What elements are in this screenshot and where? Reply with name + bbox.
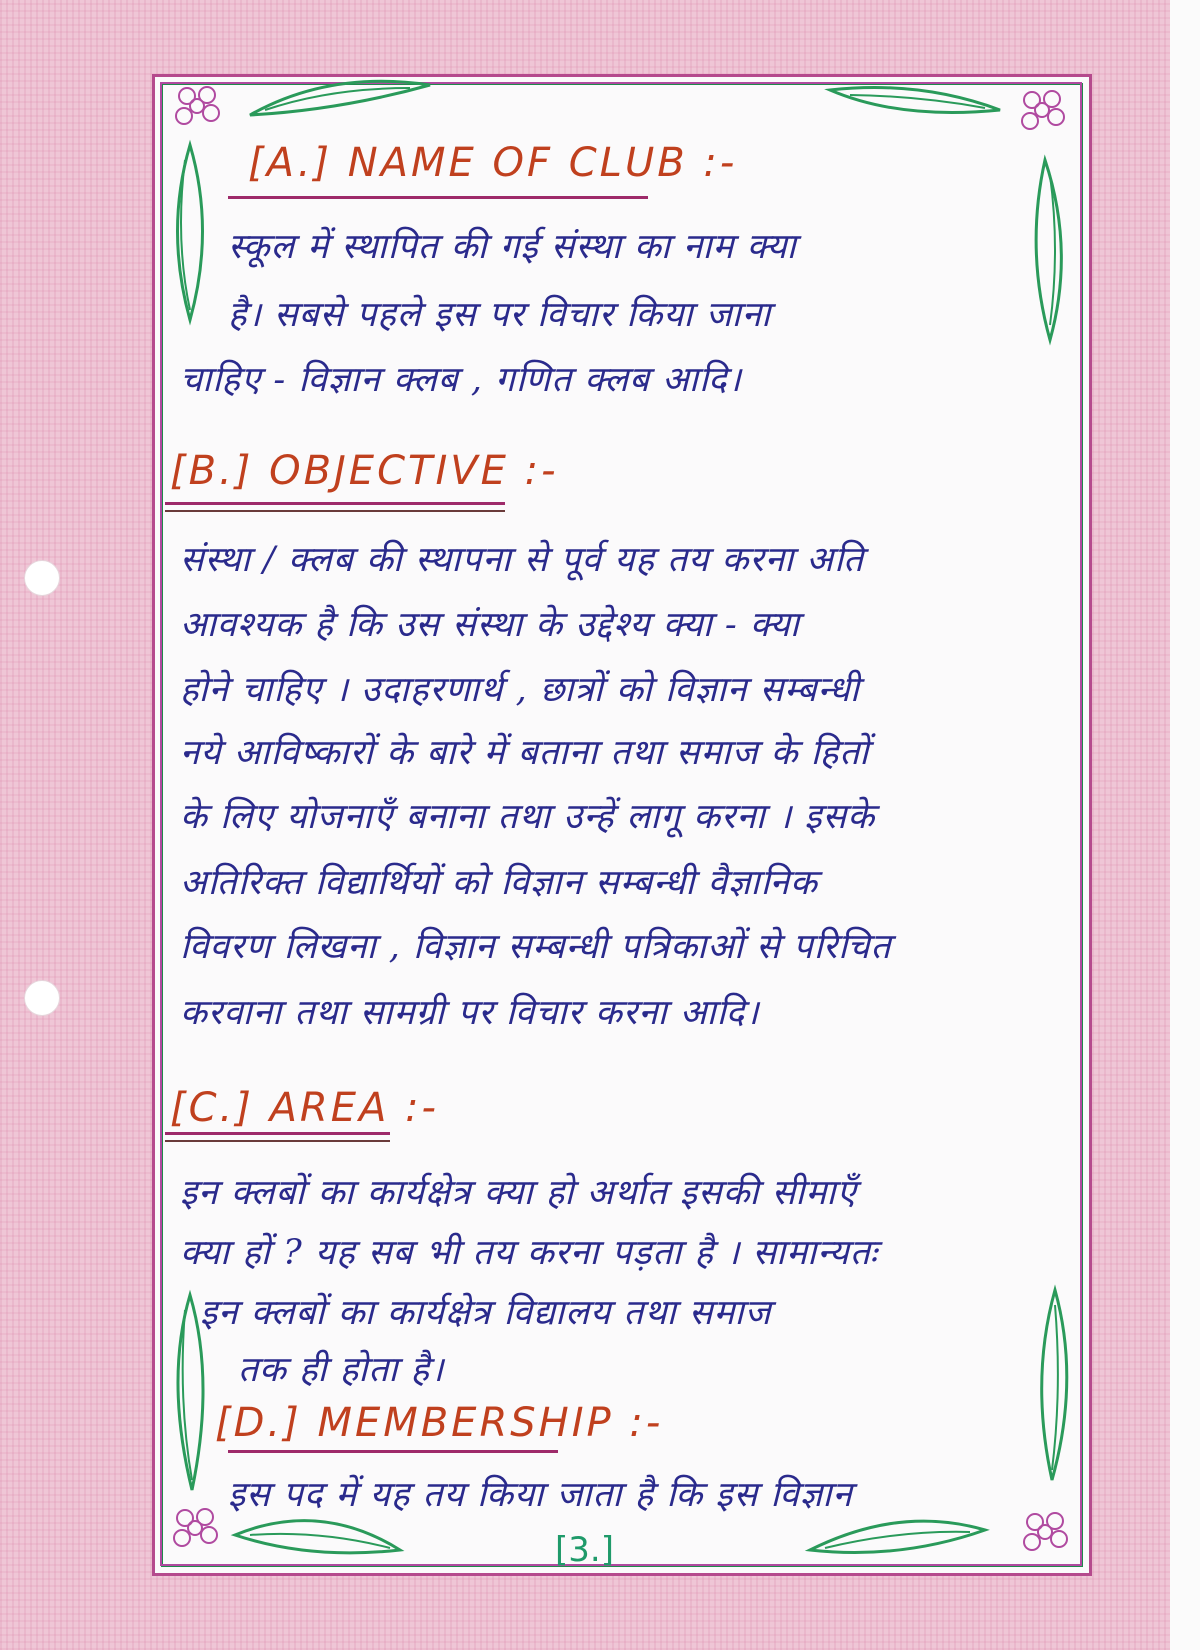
punch-hole-bottom — [24, 980, 60, 1016]
heading-underline — [228, 1450, 558, 1453]
text-line: तक ही होता है। — [238, 1350, 445, 1390]
text-line: है। सबसे पहले इस पर विचार किया जाना — [228, 295, 772, 335]
punch-hole-top — [24, 560, 60, 596]
text-line: संस्था / क्लब की स्थापना से पूर्व यह तय करना अति — [180, 540, 865, 580]
text-line: चाहिए - विज्ञान क्लब , गणित क्लब आदि। — [180, 360, 742, 400]
text-line: करवाना तथा सामग्री पर विचार करना आदि। — [180, 993, 760, 1033]
text-line: विवरण लिखना , विज्ञान सम्बन्धी पत्रिकाओं से परिचित — [180, 927, 892, 967]
heading-underline — [165, 502, 505, 505]
page-number: [3.] — [555, 1530, 614, 1570]
text-line: इस पद में यह तय किया जाता है कि इस विज्ञान — [228, 1475, 853, 1515]
heading-underline — [228, 196, 648, 199]
heading-area: [C.] AREA :- — [170, 1085, 439, 1131]
text-line: इन क्लबों का कार्यक्षेत्र क्या हो अर्थात इसकी सीमाएँ — [180, 1173, 857, 1213]
heading-objective: [B.] OBJECTIVE :- — [170, 448, 559, 494]
text-line: नये आविष्कारों के बारे में बताना तथा समाज के हितों — [180, 733, 870, 773]
text-line: इन क्लबों का कार्यक्षेत्र विद्यालय तथा समाज — [200, 1293, 772, 1333]
text-line: क्या हों ? यह सब भी तय करना पड़ता है । सामान्यतः — [180, 1233, 878, 1273]
text-line: के लिए योजनाएँ बनाना तथा उन्हें लागू करना । इसके — [180, 797, 876, 837]
text-line: अतिरिक्त विद्यार्थियों को विज्ञान सम्बन्धी वैज्ञानिक — [180, 863, 818, 903]
text-line: आवश्यक है कि उस संस्था के उद्देश्य क्या - क्या — [180, 605, 800, 645]
heading-underline — [165, 510, 505, 512]
heading-underline — [165, 1140, 390, 1142]
scan-margin — [1170, 0, 1200, 1650]
text-line: होने चाहिए । उदाहरणार्थ , छात्रों को विज्ञान सम्बन्धी — [180, 670, 860, 710]
heading-underline — [165, 1132, 390, 1135]
heading-membership: [D.] MEMBERSHIP :- — [215, 1400, 664, 1446]
heading-name-of-club: [A.] NAME OF CLUB :- — [248, 140, 738, 186]
text-line: स्कूल में स्थापित की गई संस्था का नाम क्या — [228, 227, 797, 267]
